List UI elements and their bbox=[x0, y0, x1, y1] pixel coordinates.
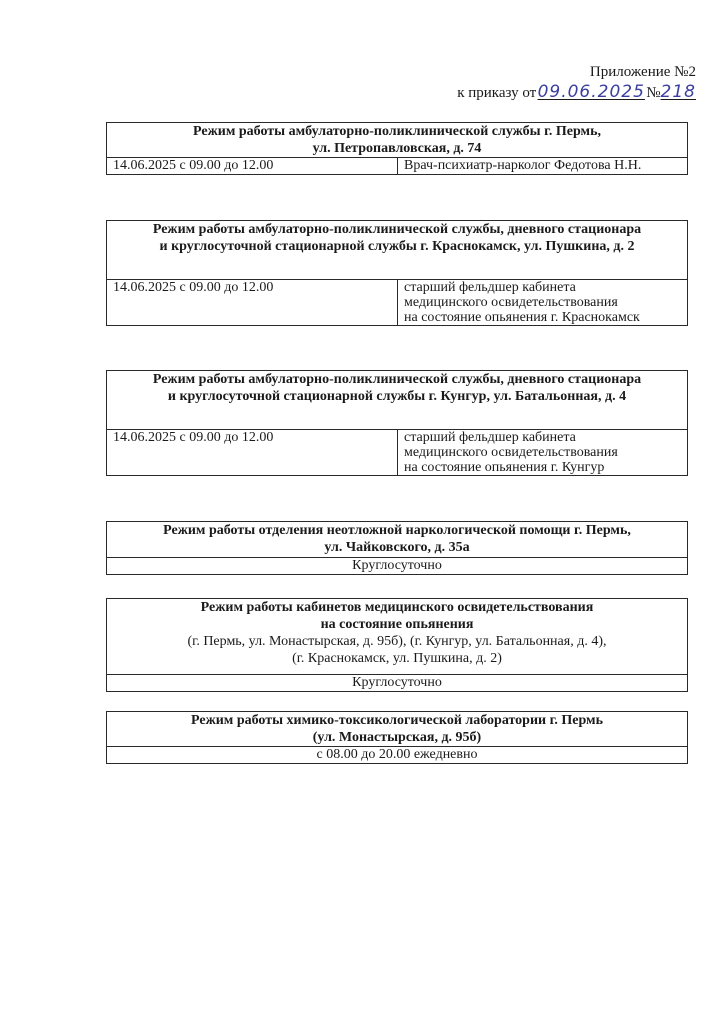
date-time-cell: 14.06.2025 с 09.00 до 12.00 bbox=[107, 430, 398, 476]
title-line: (ул. Монастырская, д. 95б) bbox=[312, 730, 482, 745]
order-prefix: к приказу от bbox=[457, 85, 537, 101]
title-line: Режим работы отделения неотложной наркологической помощи г. Пермь, bbox=[163, 523, 631, 538]
schedule-block-toxicology-lab bbox=[106, 711, 688, 764]
staff-line: на состояние опьянения г. Кунгур bbox=[404, 460, 605, 475]
schedule-block-kungur bbox=[106, 370, 688, 476]
block-title bbox=[107, 123, 688, 158]
date-time-cell: 14.06.2025 с 09.00 до 12.00 bbox=[107, 280, 398, 326]
table-row bbox=[107, 558, 688, 575]
staff-cell bbox=[398, 280, 688, 326]
address-line: (г. Пермь, ул. Монастырская, д. 95б), (г. Кунгур, ул. Батальонная, д. 4), bbox=[187, 634, 607, 649]
title-line: Режим работы кабинетов медицинского освидетельствования bbox=[200, 600, 594, 615]
document-header bbox=[457, 62, 696, 103]
staff-line: медицинского освидетельствования bbox=[404, 445, 618, 460]
schedule-block-examination-rooms bbox=[106, 598, 688, 692]
table-row bbox=[107, 158, 688, 175]
title-line: ул. Чайковского, д. 35а bbox=[324, 540, 470, 555]
title-line: Режим работы амбулаторно-поликлинической службы, дневного стационара bbox=[152, 222, 642, 237]
schedule-block-emergency-narcology bbox=[106, 521, 688, 575]
title-line: и круглосуточной стационарной службы г. Краснокамск, ул. Пушкина, д. 2 bbox=[159, 239, 635, 254]
schedule-block-perm-petropavlovskaya bbox=[106, 122, 688, 175]
handwritten-order-date: 09.06.2025 bbox=[537, 82, 645, 102]
schedule-block-krasnokamsk bbox=[106, 220, 688, 326]
table-row bbox=[107, 280, 688, 326]
title-line: на состояние опьянения bbox=[320, 617, 474, 632]
staff-line: на состояние опьянения г. Краснокамск bbox=[404, 310, 640, 325]
block-title bbox=[107, 599, 688, 675]
title-line: ул. Петропавловская, д. 74 bbox=[312, 141, 482, 156]
date-time-cell: 14.06.2025 с 09.00 до 12.00 bbox=[107, 158, 398, 175]
schedule-cell: Круглосуточно bbox=[107, 558, 688, 575]
staff-cell bbox=[398, 430, 688, 476]
order-reference bbox=[457, 82, 696, 103]
title-line: и круглосуточной стационарной службы г. Кунгур, ул. Батальонная, д. 4 bbox=[167, 389, 627, 404]
block-title bbox=[107, 221, 688, 280]
schedule-cell: Круглосуточно bbox=[107, 675, 688, 692]
block-title bbox=[107, 522, 688, 558]
address-line: (г. Краснокамск, ул. Пушкина, д. 2) bbox=[292, 651, 502, 666]
staff-cell bbox=[398, 158, 688, 175]
number-sign: № bbox=[646, 85, 661, 101]
table-row bbox=[107, 675, 688, 692]
table-row bbox=[107, 430, 688, 476]
staff-line: Врач-психиатр-нарколог Федотова Н.Н. bbox=[404, 158, 642, 173]
appendix-label: Приложение №2 bbox=[589, 64, 696, 80]
handwritten-order-number: 218 bbox=[660, 82, 696, 102]
title-line: Режим работы амбулаторно-поликлинической службы г. Пермь, bbox=[193, 124, 601, 139]
staff-line: медицинского освидетельствования bbox=[404, 295, 618, 310]
title-line: Режим работы амбулаторно-поликлинической службы, дневного стационара bbox=[152, 372, 642, 387]
staff-line: старший фельдшер кабинета bbox=[404, 280, 576, 295]
title-line: Режим работы химико-токсикологической лаборатории г. Пермь bbox=[191, 713, 603, 728]
schedule-cell: с 08.00 до 20.00 ежедневно bbox=[107, 747, 688, 764]
staff-line: старший фельдшер кабинета bbox=[404, 430, 576, 445]
block-title bbox=[107, 712, 688, 747]
table-row bbox=[107, 747, 688, 764]
block-title bbox=[107, 371, 688, 430]
